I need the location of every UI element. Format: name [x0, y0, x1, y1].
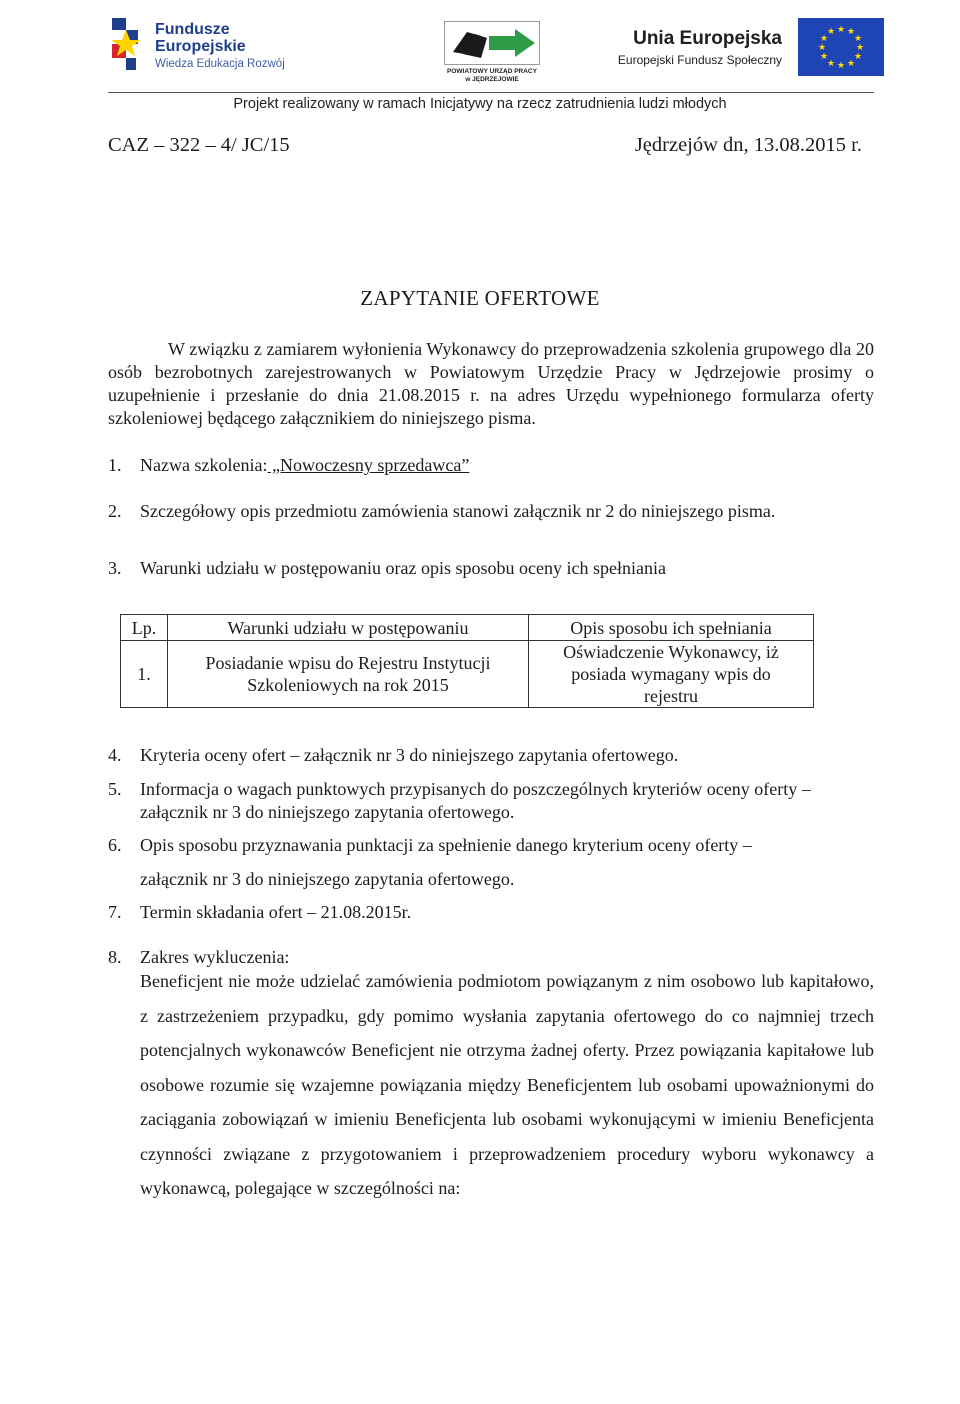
header-divider — [108, 92, 874, 93]
pup-logo-text — [442, 68, 542, 84]
fundusze-europejskie-star-icon — [108, 16, 148, 74]
place-and-date: Jędrzejów dn, 13.08.2015 r. — [634, 134, 862, 156]
svg-text:★: ★ — [819, 52, 829, 62]
svg-text:★: ★ — [819, 34, 829, 44]
fe-logo-title-line2: Europejskie — [155, 38, 246, 55]
item-number: 4. — [108, 745, 122, 765]
fundusze-europejskie-logo — [108, 14, 308, 76]
svg-text:★: ★ — [846, 59, 856, 69]
pup-arrow-icon — [445, 22, 539, 64]
fe-logo-title-line1: Fundusze — [155, 21, 230, 38]
item-number: 5. — [108, 779, 122, 799]
item-number: 3. — [108, 558, 122, 578]
eu-subtitle: Europejski Fundusz Społeczny — [617, 53, 782, 67]
table-header-lp: Lp. — [121, 615, 168, 641]
item-text: Kryteria oceny ofert – załącznik nr 3 do niniejszego zapytania ofertowego. — [140, 745, 679, 765]
item-text: Informacja o wagach punktowych przypisanych do poszczególnych kryteriów oceny oferty – załącznik nr 3 do niniejszego zapytania ofertowego. — [140, 779, 811, 822]
eu-flag-icon — [798, 18, 884, 76]
pup-logo-text-line1: POWIATOWY URZĄD PRACY — [447, 68, 537, 75]
exclusion-heading: Zakres wykluczenia: — [140, 947, 290, 967]
svg-text:★: ★ — [853, 34, 863, 44]
item-number: 8. — [108, 947, 122, 967]
fe-logo-title — [155, 21, 246, 55]
pup-logo-frame — [444, 21, 540, 65]
intro-text: W związku z zamiarem wyłonienia Wykonawcy do przeprowadzenia szkolenia grupowego dla 20 osób bezrobotnych zarejestrowanych w Powiatowym Urzędzie Pracy w Jędrzejowie prosimy o uzupełnienie i przesłanie do dnia 21.08.2015 r. na adres Urzędu wypełnionego formularza oferty szkoleniowej będącego załącznikiem do niniejszego pisma. — [108, 339, 874, 428]
pup-jedrzejow-logo — [442, 18, 542, 88]
item-number: 6. — [108, 835, 122, 855]
conditions-table — [120, 614, 814, 708]
item-text: Opis sposobu przyznawania punktacji za spełnienie danego kryterium oceny oferty – — [140, 835, 752, 855]
exclusion-text: Beneficjent nie może udzielać zamówienia podmiotom powiązanym z nim osobowo lub kapitałowo, z zastrzeżeniem przypadku, gdy pomimo wysłania zapytania ofertowego do co najmniej trzech potencjalnych wykonawców Beneficjent nie otrzyma żadnej oferty. Przez powiązania kapitałowe lub osobowe rozumie się wzajemne powiązania między Beneficjentem lub osobami upoważnionymi do zaciągania zobowiązań w imieniu Beneficjenta lub osobami wykonującymi w imieniu Beneficjenta czynności związane z przygotowaniem i przeprowadzeniem procedury wyboru wykonawcy a wykonawcą, polegające w szczególności na: — [140, 971, 874, 1198]
intro-paragraph — [108, 338, 874, 430]
svg-text:★: ★ — [846, 27, 856, 37]
table-row — [121, 641, 814, 708]
svg-text:★: ★ — [836, 61, 846, 71]
case-number: CAZ – 322 – 4/ JC/15 — [108, 134, 290, 156]
document-title: ZAPYTANIE OFERTOWE — [360, 286, 600, 310]
svg-text:★: ★ — [836, 25, 846, 35]
training-name-value: „Nowoczesny sprzedawca” — [267, 455, 470, 475]
table-cell-condition: Posiadanie wpisu do Rejestru Instytucji Szkoleniowych na rok 2015 — [168, 641, 529, 708]
table-header-condition: Warunki udziału w postępowaniu — [168, 615, 529, 641]
table-header-row — [121, 615, 814, 641]
svg-text:★: ★ — [826, 27, 836, 37]
letterhead — [0, 0, 960, 120]
table-cell-lp: 1. — [121, 641, 168, 708]
item-text: Termin składania ofert – 21.08.2015r. — [140, 902, 412, 922]
training-name-label: Nazwa szkolenia: — [140, 455, 268, 475]
fe-logo-subtitle: Wiedza Edukacja Rozwój — [155, 58, 285, 70]
table-cell-method: Oświadczenie Wykonawcy, iż posiada wymagany wpis do rejestru — [529, 641, 814, 708]
item-text: Warunki udziału w postępowaniu oraz opis sposobu oceny ich spełniania — [140, 558, 666, 578]
svg-text:★: ★ — [817, 43, 827, 53]
eu-title: Unia Europejska — [633, 28, 782, 49]
item-number: 7. — [108, 902, 122, 922]
pup-logo-text-line2: w JĘDRZEJOWIE — [465, 76, 519, 83]
svg-text:★: ★ — [853, 52, 863, 62]
item-text: Szczegółowy opis przedmiotu zamówienia stanowi załącznik nr 2 do niniejszego pisma. — [140, 501, 776, 521]
item-text — [140, 454, 874, 477]
svg-text:★: ★ — [826, 59, 836, 69]
project-line: Projekt realizowany w ramach Inicjatywy na rzecz zatrudnienia ludzi młodych — [233, 96, 727, 112]
svg-text:★: ★ — [855, 43, 865, 53]
item-number: 2. — [108, 501, 122, 521]
item-number: 1. — [108, 455, 122, 475]
table-header-method: Opis sposobu ich spełniania — [529, 615, 814, 641]
item-text-continued: załącznik nr 3 do niniejszego zapytania ofertowego. — [140, 869, 515, 889]
